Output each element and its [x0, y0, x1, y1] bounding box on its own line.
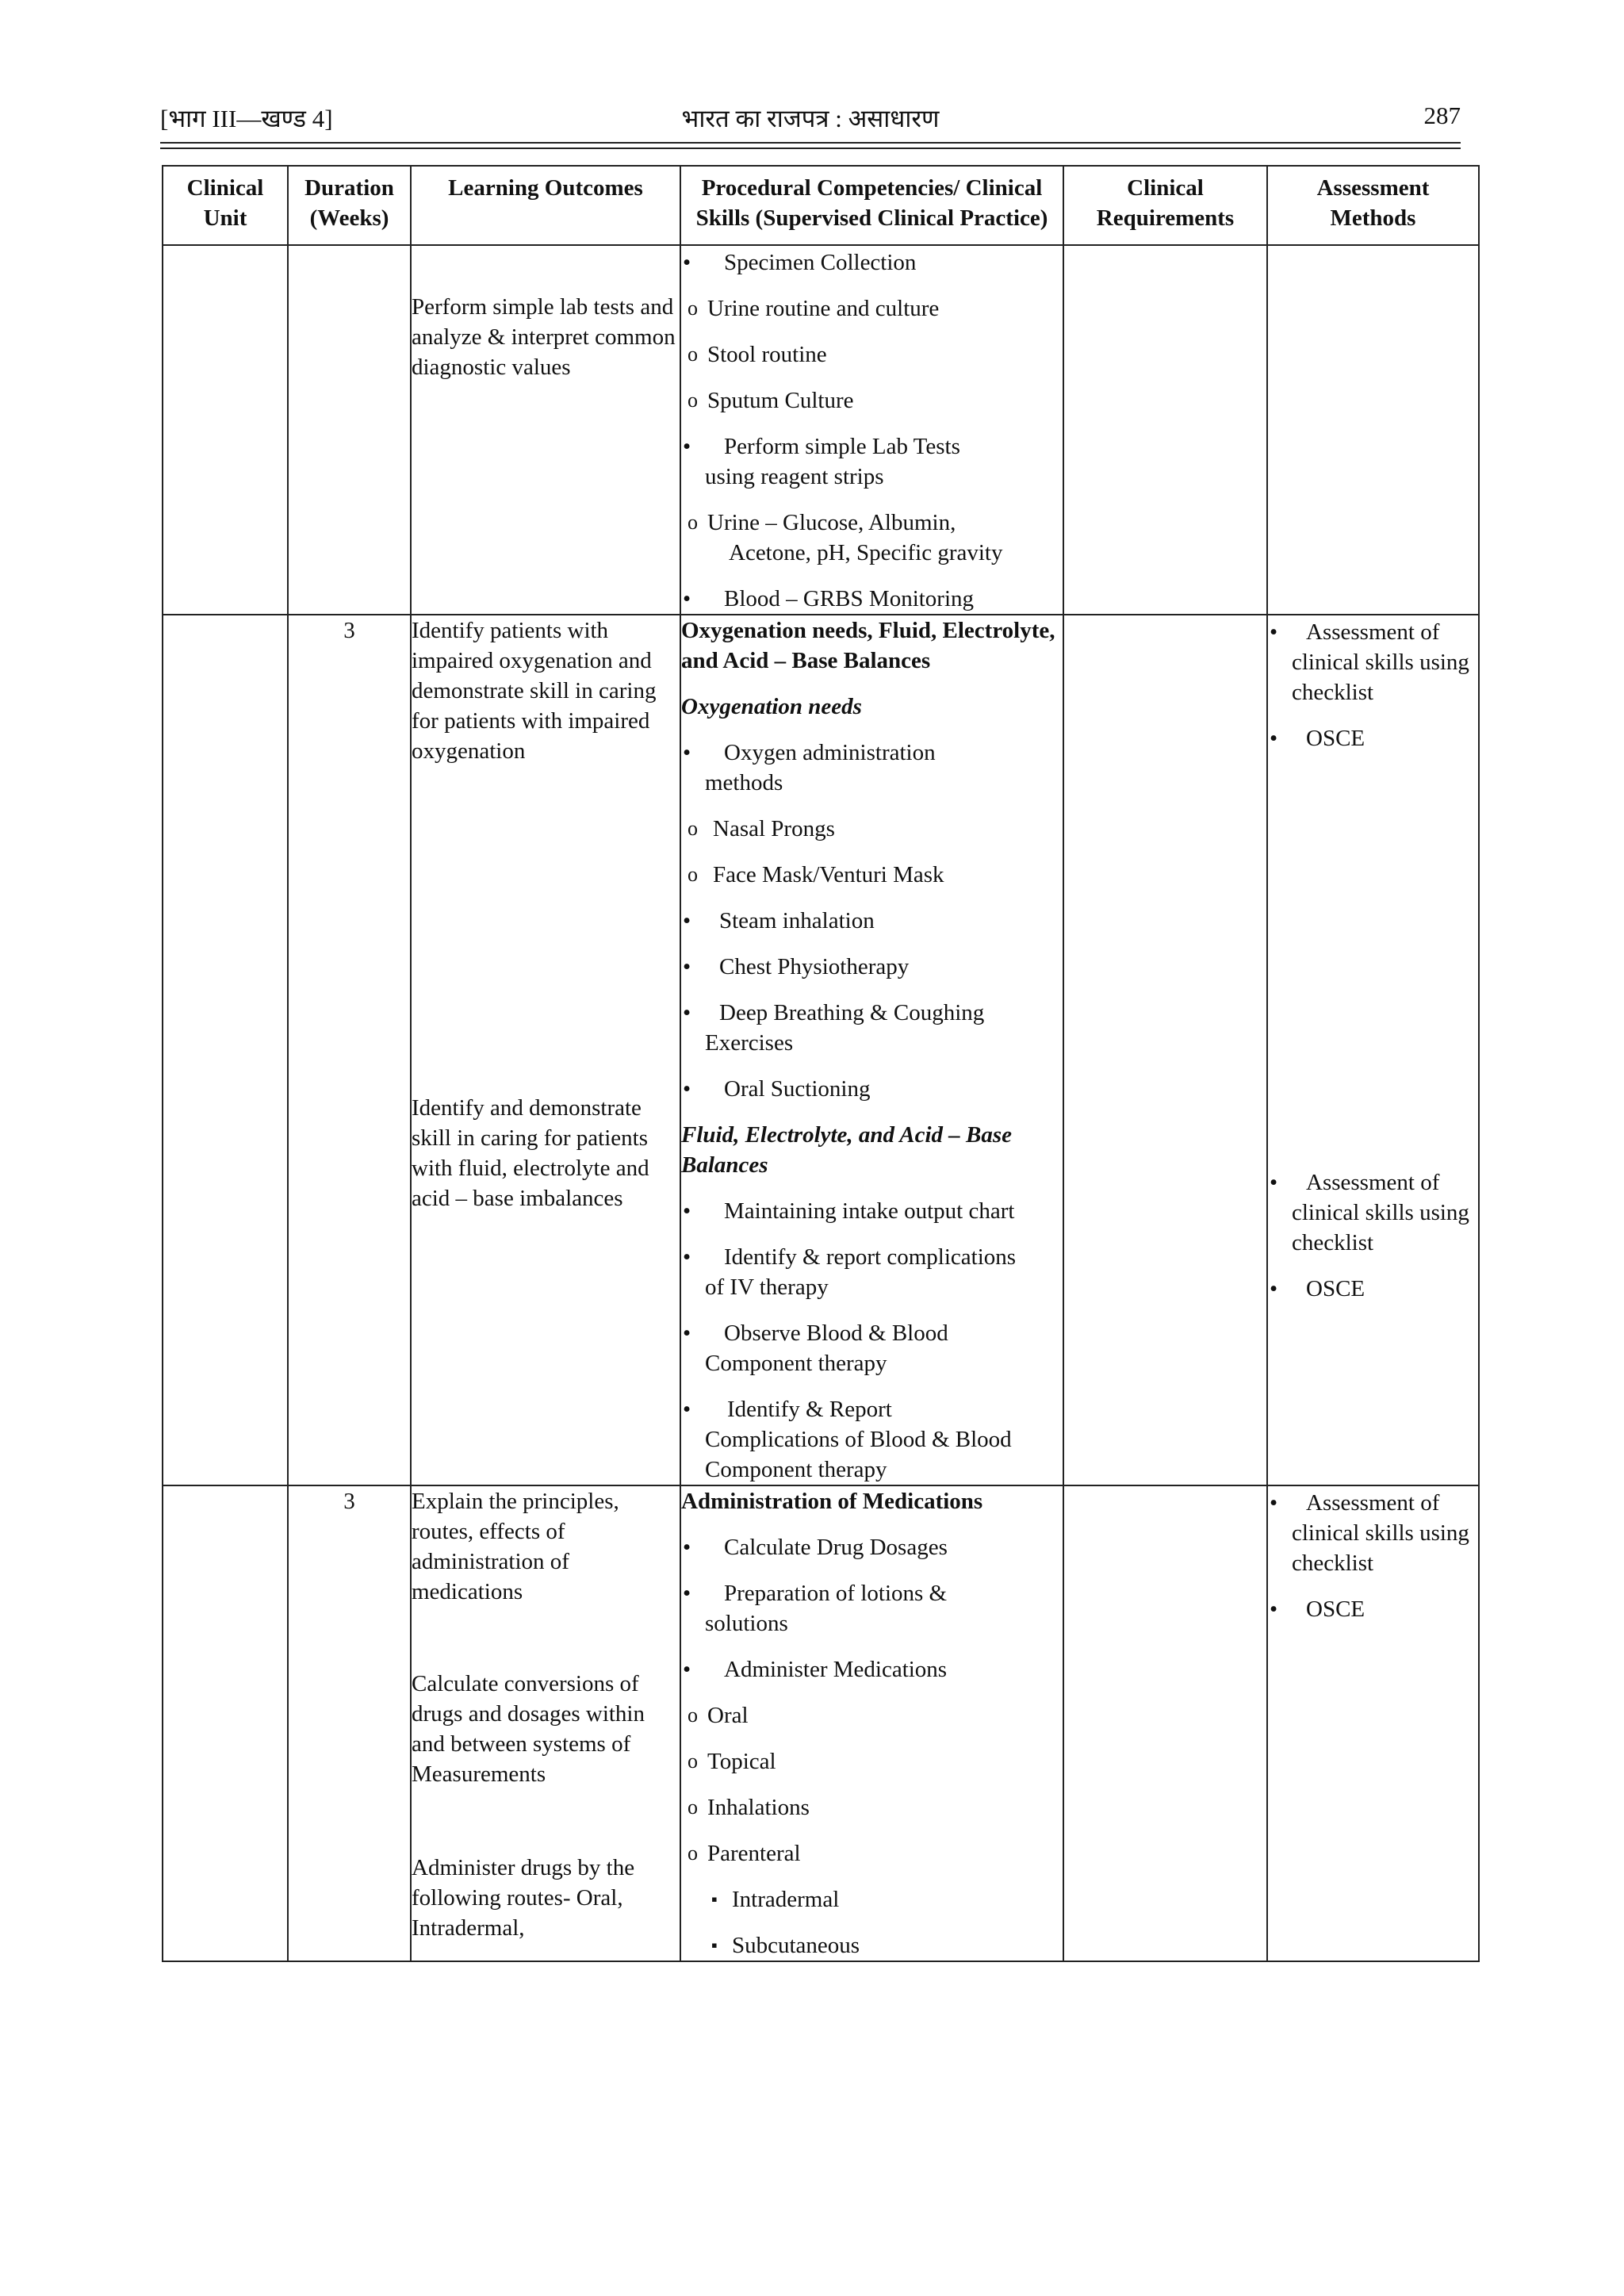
list-item: • Specimen Collection: [681, 247, 1063, 278]
header-part-section: [भाग III—खण्ड 4]: [160, 105, 333, 132]
list-item: o Oral: [681, 1700, 1063, 1731]
bullet-icon: •: [683, 1657, 691, 1682]
bullet-icon: •: [683, 740, 691, 765]
learning-outcome: Identify patients with impaired oxygenation and demonstrate skill in caring for patients with impaired oxygenation: [412, 618, 657, 764]
list-item: • Identify & report complications of IV therapy: [681, 1242, 1063, 1302]
learning-outcome: Administer drugs by the following routes- Oral, Intradermal,: [412, 1855, 635, 1941]
bullet-icon: •: [683, 1581, 691, 1606]
cell-clinical-unit: [163, 245, 288, 615]
col-header-procedural-competencies: Procedural Competencies/ Clinical Skills (Supervised Clinical Practice): [680, 166, 1063, 245]
bullet-icon: •: [683, 586, 691, 611]
list-item: o Topical: [681, 1746, 1063, 1777]
square-bullet-icon: ▪: [711, 1889, 718, 1909]
cell-clinical-unit: [163, 1485, 288, 1961]
cell-clinical-unit: [163, 615, 288, 1485]
list-item: • Deep Breathing & Coughing Exercises: [681, 998, 1063, 1058]
cell-assessment-methods: [1267, 1485, 1479, 1961]
col-header-clinical-unit: Clinical Unit: [163, 166, 288, 245]
section-heading: Oxygenation needs, Fluid, Electrolyte, and Acid – Base Balances: [681, 618, 1055, 673]
cell-learning-outcomes: [411, 1485, 680, 1961]
bullet-icon: •: [1270, 1276, 1278, 1301]
bullet-icon: •: [683, 954, 691, 979]
bullet-icon: •: [1270, 1170, 1278, 1195]
bullet-icon: •: [683, 1000, 691, 1025]
list-item: o Sputum Culture: [681, 385, 1063, 416]
list-item: • OSCE: [1268, 1594, 1478, 1624]
list-item: • OSCE: [1268, 723, 1478, 753]
list-item: o Parenteral: [681, 1838, 1063, 1869]
list-item: • Chest Physiotherapy: [681, 952, 1063, 982]
cell-learning-outcomes: [411, 245, 680, 615]
bullet-icon: •: [1270, 1596, 1278, 1622]
list-item: o Face Mask/Venturi Mask: [681, 860, 1063, 890]
bullet-icon: •: [683, 1244, 691, 1270]
col-header-duration: Duration (Weeks): [288, 166, 411, 245]
circle-bullet-icon: o: [688, 1842, 698, 1865]
bullet-icon: •: [683, 250, 691, 275]
list-item: • OSCE: [1268, 1274, 1478, 1304]
list-item: o Stool routine: [681, 339, 1063, 370]
bullet-icon: •: [1270, 1490, 1278, 1516]
list-item: • Administer Medications: [681, 1654, 1063, 1685]
cell-procedural-competencies: [680, 245, 1063, 615]
list-item: o Urine – Glucose, Albumin, Acetone, pH, Specific gravity: [681, 508, 1063, 568]
circle-bullet-icon: o: [688, 1704, 698, 1727]
list-item: • Maintaining intake output chart: [681, 1196, 1063, 1226]
cell-duration: [288, 245, 411, 615]
list-item: • Steam inhalation: [681, 906, 1063, 936]
header-gazette-title: भारत का राजपत्र : असाधारण: [681, 105, 940, 132]
cell-duration: 3: [288, 1485, 411, 1961]
section-heading: Administration of Medications: [681, 1489, 983, 1514]
curriculum-table: [162, 165, 1480, 1962]
cell-clinical-requirements: [1063, 1485, 1267, 1961]
bullet-icon: •: [683, 434, 691, 459]
list-item: • Perform simple Lab Tests using reagent strips: [681, 431, 1063, 492]
header-rule-top: [160, 142, 1461, 144]
col-header-assessment-methods: Assessment Methods: [1267, 166, 1479, 245]
table-header-row: [163, 166, 1479, 245]
bullet-icon: •: [683, 1320, 691, 1346]
cell-procedural-competencies: [680, 1485, 1063, 1961]
header-rule-bottom: [160, 148, 1461, 149]
cell-assessment-methods: [1267, 615, 1479, 1485]
list-item: • Identify & Report Complications of Blood & Blood Component therapy: [681, 1394, 1063, 1485]
circle-bullet-icon: o: [688, 297, 698, 320]
bullet-icon: •: [1270, 726, 1278, 751]
learning-outcome: Identify and demonstrate skill in caring for patients with fluid, electrolyte and acid – base imbalances: [412, 1095, 649, 1211]
list-item: o Urine routine and culture: [681, 293, 1063, 324]
bullet-icon: •: [683, 908, 691, 933]
circle-bullet-icon: o: [688, 343, 698, 366]
list-item: • Assessment of clinical skills using checklist: [1268, 617, 1478, 707]
circle-bullet-icon: o: [688, 863, 698, 886]
cell-procedural-competencies: [680, 615, 1063, 1485]
col-header-clinical-requirements: Clinical Requirements: [1063, 166, 1267, 245]
list-item: • Calculate Drug Dosages: [681, 1532, 1063, 1562]
circle-bullet-icon: o: [688, 817, 698, 840]
list-item: ▪ Subcutaneous: [681, 1930, 1063, 1961]
cell-clinical-requirements: [1063, 615, 1267, 1485]
learning-outcome: Calculate conversions of drugs and dosages within and between systems of Measurements: [412, 1671, 645, 1787]
list-item: • Assessment of clinical skills using checklist: [1268, 1488, 1478, 1578]
col-header-learning-outcomes: Learning Outcomes: [411, 166, 680, 245]
subsection-heading: Oxygenation needs: [681, 694, 862, 719]
page-number: 287: [1423, 102, 1461, 129]
list-item: • Preparation of lotions & solutions: [681, 1578, 1063, 1639]
list-item: o Inhalations: [681, 1792, 1063, 1823]
list-item: o Nasal Prongs: [681, 814, 1063, 844]
table-row: [163, 1485, 1479, 1961]
bullet-icon: •: [683, 1198, 691, 1224]
table-row: [163, 245, 1479, 615]
page-header: [160, 102, 1461, 133]
learning-outcome: Explain the principles, routes, effects of administration of medications: [412, 1489, 619, 1604]
bullet-icon: •: [683, 1397, 691, 1422]
learning-outcome: Perform simple lab tests and analyze & interpret common diagnostic values: [412, 294, 676, 380]
circle-bullet-icon: o: [688, 1796, 698, 1819]
list-item: • Blood – GRBS Monitoring: [681, 584, 1063, 614]
square-bullet-icon: ▪: [711, 1935, 718, 1955]
bullet-icon: •: [683, 1535, 691, 1560]
cell-clinical-requirements: [1063, 245, 1267, 615]
bullet-icon: •: [1270, 619, 1278, 645]
circle-bullet-icon: o: [688, 1750, 698, 1773]
list-item: • Oxygen administration methods: [681, 738, 1063, 798]
circle-bullet-icon: o: [688, 389, 698, 412]
cell-duration: 3: [288, 615, 411, 1485]
list-item: • Observe Blood & Blood Component therapy: [681, 1318, 1063, 1378]
list-item: • Assessment of clinical skills using checklist: [1268, 1167, 1478, 1258]
circle-bullet-icon: o: [688, 511, 698, 534]
table-row: [163, 615, 1479, 1485]
list-item: • Oral Suctioning: [681, 1074, 1063, 1104]
list-item: ▪ Intradermal: [681, 1884, 1063, 1915]
bullet-icon: •: [683, 1076, 691, 1102]
cell-assessment-methods: [1267, 245, 1479, 615]
subsection-heading: Fluid, Electrolyte, and Acid – Base Balances: [681, 1122, 1013, 1178]
cell-learning-outcomes: [411, 615, 680, 1485]
